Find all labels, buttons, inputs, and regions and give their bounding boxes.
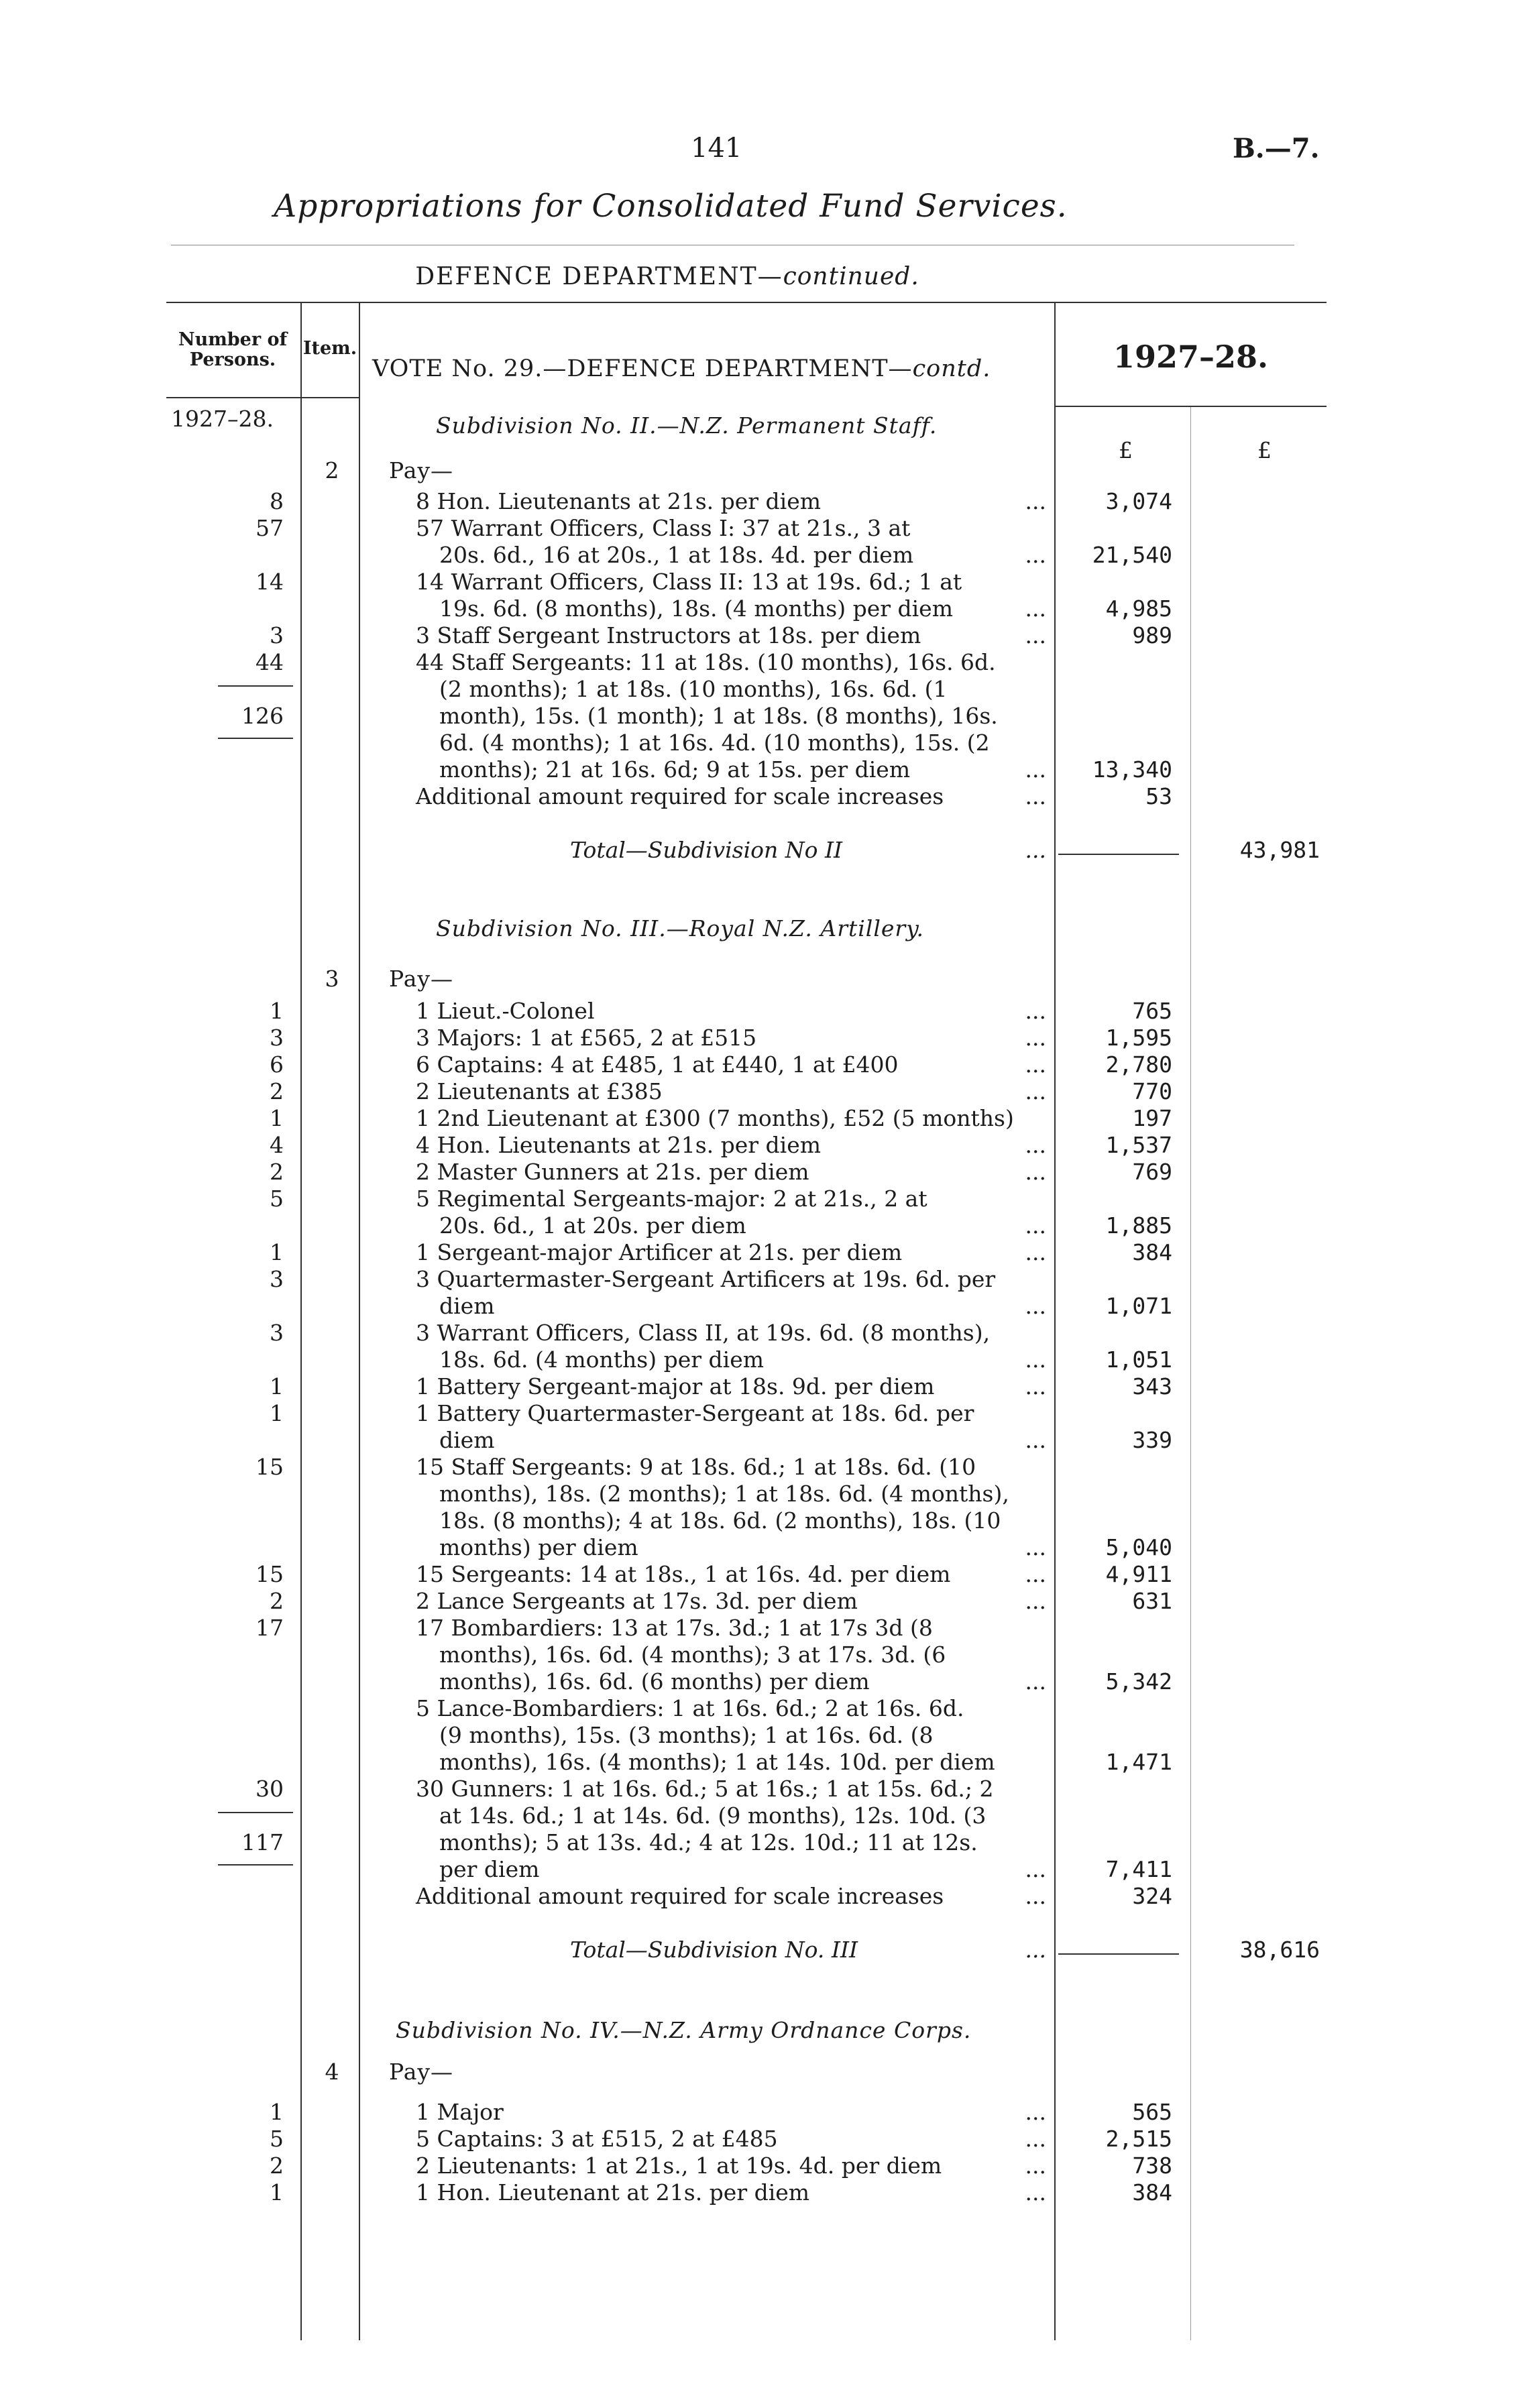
list-item: 3 Majors: 1 at £565, 2 at £515 ... <box>416 1025 1046 1051</box>
amount: 2,515 <box>1105 2126 1172 2152</box>
list-item: month), 15s. (1 month); 1 at 18s. (8 months), 16s. <box>439 703 998 729</box>
item-number: 4 <box>325 2059 339 2085</box>
persons-count: 15 <box>256 1561 284 1587</box>
page-number: 141 <box>691 133 742 164</box>
amount: 339 <box>1132 1427 1172 1453</box>
list-item: months), 16s. 6d. (6 months) per diem ... <box>439 1668 1046 1695</box>
list-item: 44 Staff Sergeants: 11 at 18s. (10 months), 16s. 6d. <box>416 649 996 675</box>
list-item: (2 months); 1 at 18s. (10 months), 16s. 6d. (1 <box>439 676 948 702</box>
list-item: 19s. 6d. (8 months), 18s. (4 months) per diem ... <box>439 595 1046 622</box>
list-item: 1 Lieut.-Colonel ... <box>416 998 1046 1024</box>
persons-count: 3 <box>270 622 284 648</box>
department-heading: DEFENCE DEPARTMENT—continued. <box>415 263 919 290</box>
pound-symbol: £ <box>1257 437 1272 463</box>
amount: 1,537 <box>1105 1132 1172 1158</box>
amount: 5,342 <box>1105 1668 1172 1695</box>
column-divider <box>1190 406 1191 2340</box>
persons-count: 57 <box>256 515 284 541</box>
persons-count: 3 <box>270 1266 284 1292</box>
list-item: 15 Staff Sergeants: 9 at 18s. 6d.; 1 at 18s. 6d. (10 <box>416 1454 976 1480</box>
subtotal-rule <box>218 1864 293 1866</box>
amount: 343 <box>1132 1373 1172 1399</box>
amount: 7,411 <box>1105 1856 1172 1882</box>
list-item: 57 Warrant Officers, Class I: 37 at 21s., 3 at <box>416 515 911 541</box>
list-item: months), 16s. (4 months); 1 at 14s. 10d. per diem <box>439 1749 995 1775</box>
subdivision-ii-title: Subdivision No. II.—N.Z. Permanent Staff. <box>436 412 938 439</box>
list-item: 20s. 6d., 1 at 20s. per diem ... <box>439 1212 1046 1239</box>
list-item: 8 Hon. Lieutenants at 21s. per diem ... <box>416 488 1046 514</box>
persons-year-label: 1927–28. <box>171 406 274 432</box>
amount: 3,074 <box>1105 488 1172 514</box>
header-rule <box>166 397 300 398</box>
persons-count: 1 <box>270 1373 284 1399</box>
pound-symbol: £ <box>1119 437 1133 463</box>
subtotal-rule <box>218 738 293 739</box>
list-item: 3 Staff Sergeant Instructors at 18s. per diem ... <box>416 622 1046 648</box>
list-item: 1 Hon. Lieutenant at 21s. per diem ... <box>416 2179 1046 2205</box>
vote-heading: VOTE No. 29.—DEFENCE DEPARTMENT—contd. <box>372 355 991 382</box>
list-item: 14 Warrant Officers, Class II: 13 at 19s. 6d.; 1 at <box>416 569 962 595</box>
amount: 324 <box>1132 1883 1172 1909</box>
subdivision-iv-title: Subdivision No. IV.—N.Z. Army Ordnance Corps. <box>396 2017 972 2043</box>
list-item: 5 Captains: 3 at £515, 2 at £485 ... <box>416 2126 1046 2152</box>
list-item: 1 2nd Lieutenant at £300 (7 months), £52 (5 months) <box>416 1105 1014 1131</box>
persons-column-header: Number of Persons. <box>178 329 288 370</box>
amount: 384 <box>1132 2179 1172 2205</box>
list-item: 2 Lance Sergeants at 17s. 3d. per diem ... <box>416 1588 1046 1614</box>
list-item: (9 months), 15s. (3 months); 1 at 16s. 6d. (8 <box>439 1722 934 1748</box>
list-item: 5 Regimental Sergeants-major: 2 at 21s., 2 at <box>416 1186 927 1212</box>
amount: 4,985 <box>1105 595 1172 622</box>
persons-count: 1 <box>270 1105 284 1131</box>
list-item: 20s. 6d., 16 at 20s., 1 at 18s. 4d. per diem ... <box>439 542 1046 568</box>
persons-count: 15 <box>256 1454 284 1480</box>
pay-heading: Pay— <box>389 966 454 992</box>
amount: 2,780 <box>1105 1051 1172 1078</box>
list-item: months), 16s. 6d. (4 months); 3 at 17s. 3d. (6 <box>439 1642 946 1668</box>
persons-count: 1 <box>270 2099 284 2125</box>
list-item: diem ... <box>439 1293 1046 1319</box>
amount: 1,595 <box>1105 1025 1172 1051</box>
persons-total: 126 <box>241 703 284 729</box>
item-column-header: Item. <box>302 338 357 359</box>
list-item: per diem ... <box>439 1856 1046 1882</box>
list-item: Additional amount required for scale increases ... <box>416 783 1046 809</box>
persons-count: 1 <box>270 2179 284 2205</box>
list-item: months), 18s. (2 months); 1 at 18s. 6d. (4 months), <box>439 1481 1009 1507</box>
amount: 1,885 <box>1105 1212 1172 1239</box>
amount: 384 <box>1132 1239 1172 1265</box>
item-number: 2 <box>325 457 339 483</box>
amount: 770 <box>1132 1078 1172 1104</box>
persons-count: 2 <box>270 1159 284 1185</box>
persons-count: 5 <box>270 1186 284 1212</box>
amount: 565 <box>1132 2099 1172 2125</box>
list-item: 6d. (4 months); 1 at 16s. 4d. (10 months), 15s. (2 <box>439 730 990 756</box>
persons-count: 3 <box>270 1025 284 1051</box>
amount: 1,051 <box>1105 1346 1172 1373</box>
persons-count: 1 <box>270 1400 284 1426</box>
table-top-rule <box>166 302 1327 303</box>
column-divider <box>359 302 360 2340</box>
subtotal-rule <box>218 1812 293 1813</box>
list-item: 1 Major ... <box>416 2099 1046 2125</box>
list-item: 4 Hon. Lieutenants at 21s. per diem ... <box>416 1132 1046 1158</box>
column-divider <box>300 302 302 2340</box>
amount: 989 <box>1132 622 1172 648</box>
pay-heading: Pay— <box>389 457 454 483</box>
list-item: 15 Sergeants: 14 at 18s., 1 at 16s. 4d. per diem ... <box>416 1561 1046 1587</box>
persons-total: 117 <box>241 1829 284 1855</box>
amount: 631 <box>1132 1588 1172 1614</box>
list-item: 3 Warrant Officers, Class II, at 19s. 6d. (8 months), <box>416 1320 991 1346</box>
subtotal-label: Total—Subdivision No II ... <box>570 837 1046 863</box>
year-column-header: 1927–28. <box>1113 339 1269 375</box>
persons-count: 2 <box>270 2153 284 2179</box>
list-item: 5 Lance-Bombardiers: 1 at 16s. 6d.; 2 at 16s. 6d. <box>416 1695 964 1721</box>
persons-count: 8 <box>270 488 284 514</box>
header-rule <box>1054 406 1327 407</box>
amount: 1,071 <box>1105 1293 1172 1319</box>
persons-count: 1 <box>270 1239 284 1265</box>
persons-count: 3 <box>270 1320 284 1346</box>
list-item: 17 Bombardiers: 13 at 17s. 3d.; 1 at 17s 3d (8 <box>416 1615 933 1641</box>
amount: 5,040 <box>1105 1534 1172 1560</box>
list-item: 2 Lieutenants at £385 ... <box>416 1078 1046 1104</box>
amount: 21,540 <box>1092 542 1172 568</box>
amount: 197 <box>1132 1105 1172 1131</box>
persons-count: 1 <box>270 998 284 1024</box>
list-item: 2 Master Gunners at 21s. per diem ... <box>416 1159 1046 1185</box>
list-item: 1 Sergeant-major Artificer at 21s. per diem ... <box>416 1239 1046 1265</box>
subtotal-label: Total—Subdivision No. III ... <box>570 1937 1046 1963</box>
list-item: diem ... <box>439 1427 1046 1453</box>
persons-count: 14 <box>256 569 284 595</box>
subtotal-rule <box>218 685 293 687</box>
amount: 4,911 <box>1105 1561 1172 1587</box>
persons-count: 4 <box>270 1132 284 1158</box>
list-item: 18s. 6d. (4 months) per diem ... <box>439 1346 1046 1373</box>
list-item: 1 Battery Sergeant-major at 18s. 9d. per diem ... <box>416 1373 1046 1399</box>
list-item: 1 Battery Quartermaster-Sergeant at 18s. 6d. per <box>416 1400 974 1426</box>
list-item: months); 21 at 16s. 6d; 9 at 15s. per diem ... <box>439 756 1046 783</box>
persons-count: 17 <box>256 1615 284 1641</box>
list-item: months); 5 at 13s. 4d.; 4 at 12s. 10d.; 11 at 12s. <box>439 1829 978 1855</box>
persons-count: 30 <box>256 1776 284 1802</box>
page-title: Appropriations for Consolidated Fund Services. <box>274 188 1068 225</box>
list-item: 30 Gunners: 1 at 16s. 6d.; 5 at 16s.; 1 at 15s. 6d.; 2 <box>416 1776 994 1802</box>
persons-count: 44 <box>256 649 284 675</box>
list-item: 2 Lieutenants: 1 at 21s., 1 at 19s. 4d. per diem ... <box>416 2153 1046 2179</box>
pay-heading: Pay— <box>389 2059 454 2085</box>
header-rule <box>300 397 359 398</box>
list-item: Additional amount required for scale increases ... <box>416 1883 1046 1909</box>
persons-count: 2 <box>270 1588 284 1614</box>
persons-count: 6 <box>270 1051 284 1078</box>
subdivision-iii-title: Subdivision No. III.—Royal N.Z. Artillery. <box>436 915 924 941</box>
list-item: at 14s. 6d.; 1 at 14s. 6d. (9 months), 12s. 10d. (3 <box>439 1802 987 1829</box>
amount: 738 <box>1132 2153 1172 2179</box>
subdivision-total: 43,981 <box>1239 837 1320 863</box>
persons-count: 2 <box>270 1078 284 1104</box>
amount: 1,471 <box>1105 1749 1172 1775</box>
amount: 769 <box>1132 1159 1172 1185</box>
subdivision-total: 38,616 <box>1239 1937 1320 1963</box>
list-item: 3 Quartermaster-Sergeant Artificers at 19s. 6d. per <box>416 1266 996 1292</box>
amount: 13,340 <box>1092 756 1172 783</box>
list-item: months) per diem ... <box>439 1534 1046 1560</box>
list-item: 18s. (8 months); 4 at 18s. 6d. (2 months), 18s. (10 <box>439 1507 1001 1534</box>
list-item: 6 Captains: 4 at £485, 1 at £440, 1 at £400 ... <box>416 1051 1046 1078</box>
amount: 53 <box>1145 783 1172 809</box>
persons-count: 5 <box>270 2126 284 2152</box>
amount: 765 <box>1132 998 1172 1024</box>
document-reference: B.—7. <box>1233 133 1320 164</box>
item-number: 3 <box>325 966 339 992</box>
